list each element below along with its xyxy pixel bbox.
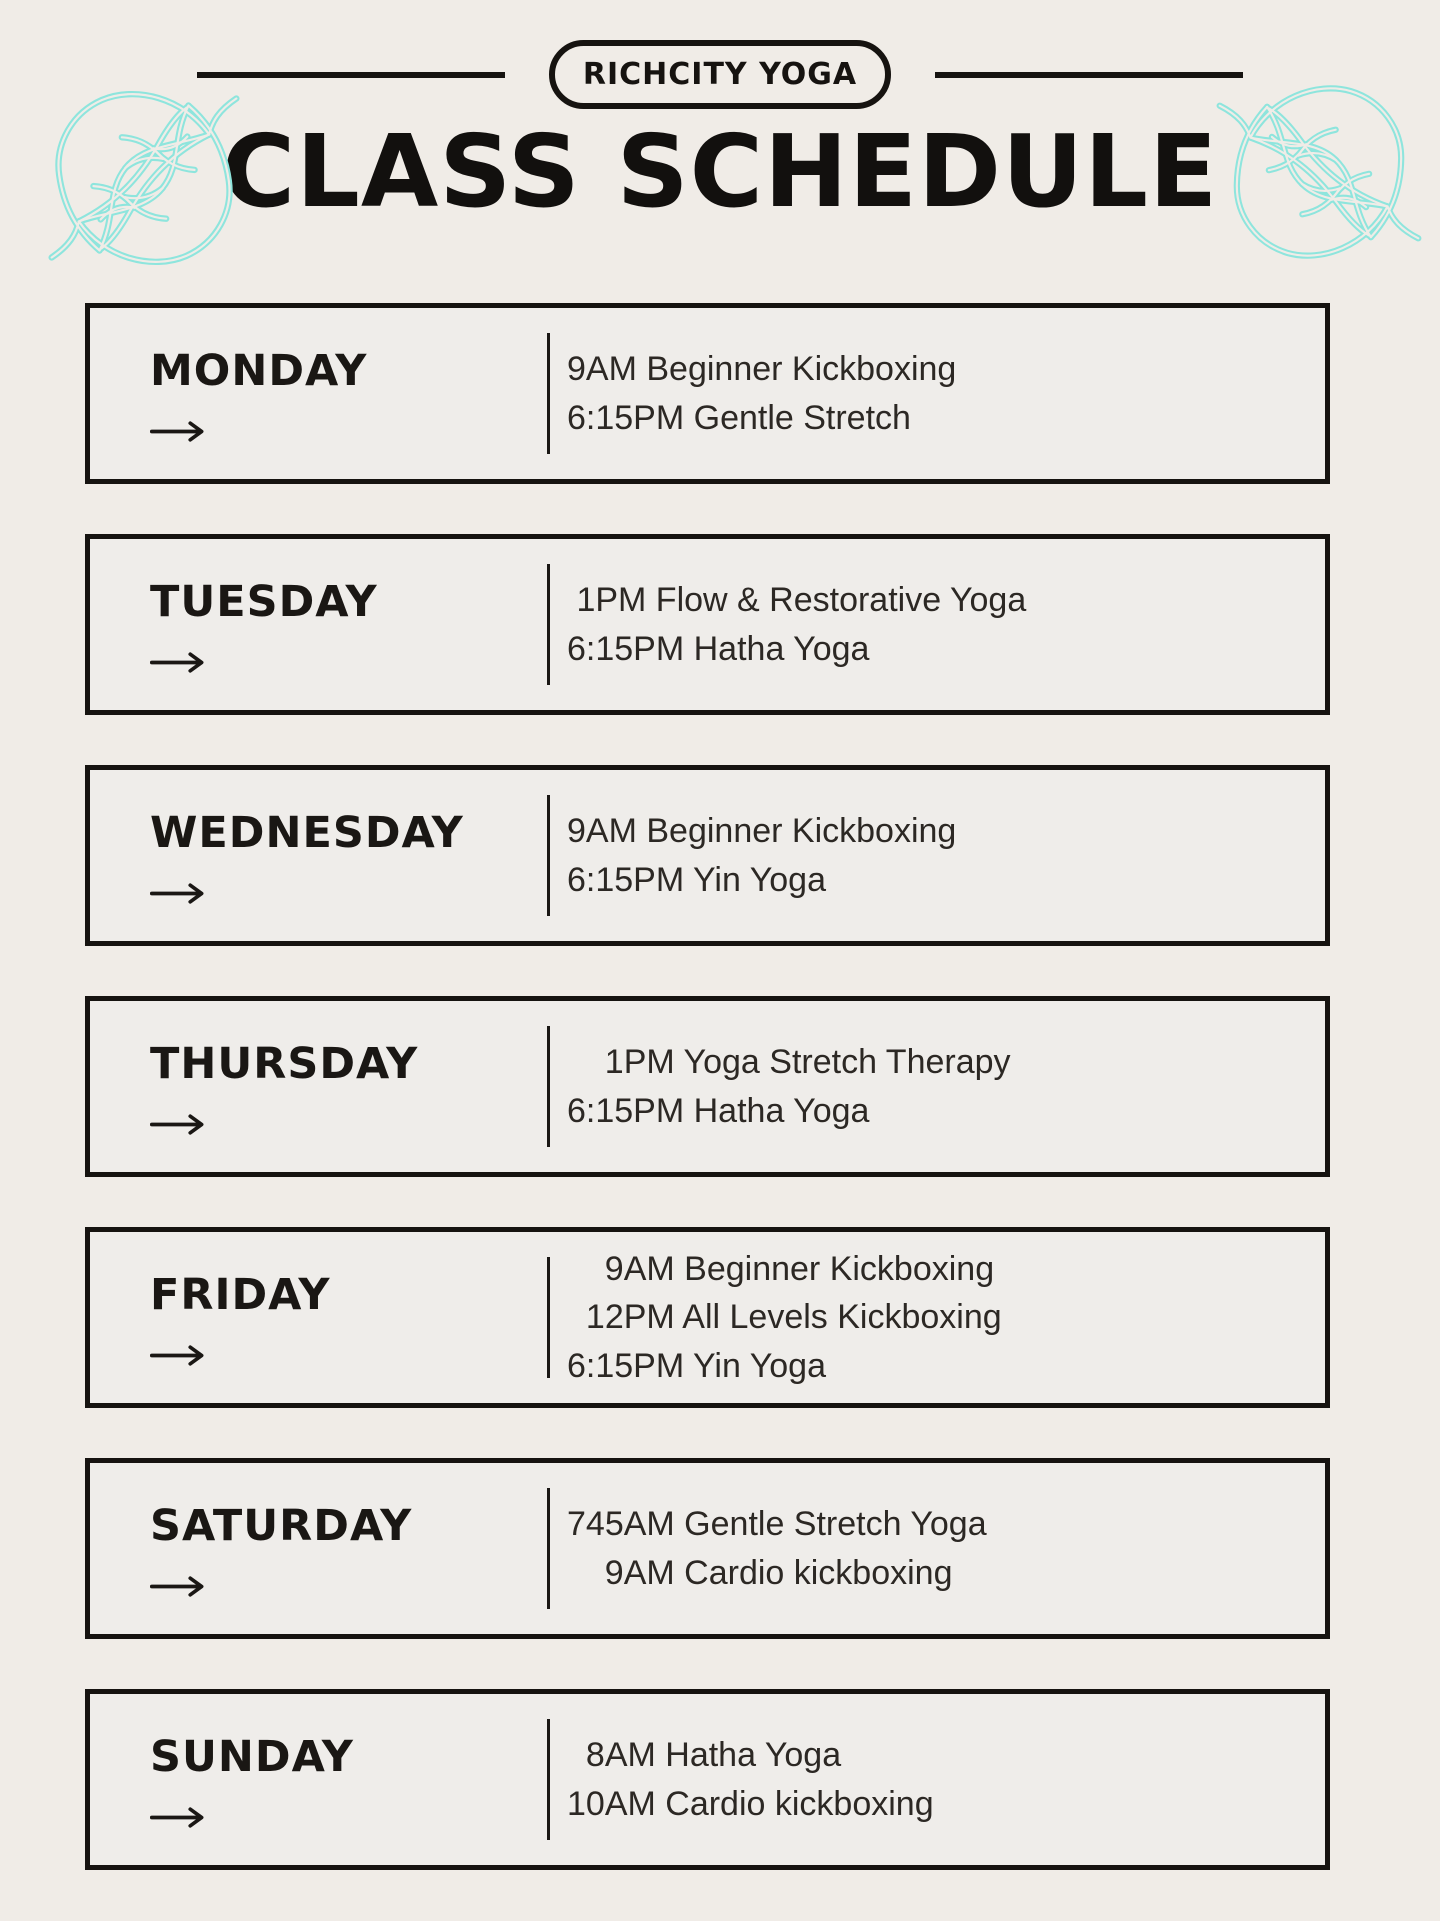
leaf-motif-icon bbox=[17, 72, 271, 284]
class-list bbox=[550, 539, 1325, 710]
class-list bbox=[550, 1232, 1325, 1403]
schedule-list bbox=[0, 303, 1440, 1870]
class-list bbox=[550, 1694, 1325, 1865]
schedule-row-monday bbox=[85, 303, 1330, 484]
class-time-entry: 6:15PM Gentle Stretch bbox=[567, 398, 911, 437]
class-time-entry: 9AM Beginner Kickboxing bbox=[567, 812, 957, 851]
class-time-entry: 1PM Flow & Restorative Yoga bbox=[567, 581, 1027, 620]
day-label: THURSDAY bbox=[150, 1039, 419, 1089]
class-time-entry: 6:15PM Hatha Yoga bbox=[567, 629, 870, 668]
class-time-entry: 745AM Gentle Stretch Yoga bbox=[567, 1505, 987, 1544]
class-time-entry: 9AM Cardio kickboxing bbox=[567, 1553, 953, 1592]
day-label: SATURDAY bbox=[150, 1501, 413, 1551]
class-time-entry: 9AM Beginner Kickboxing bbox=[567, 350, 957, 389]
arrow-right-icon bbox=[150, 1112, 206, 1137]
class-list bbox=[550, 1463, 1325, 1634]
day-column bbox=[90, 1463, 547, 1634]
arrow-right-icon bbox=[150, 1343, 206, 1368]
arrow-right-icon bbox=[150, 1805, 206, 1830]
schedule-row-wednesday bbox=[85, 765, 1330, 946]
day-column bbox=[90, 1694, 547, 1865]
day-label: MONDAY bbox=[150, 346, 368, 396]
schedule-row-sunday bbox=[85, 1689, 1330, 1870]
class-time-entry: 1PM Yoga Stretch Therapy bbox=[567, 1043, 1011, 1082]
schedule-row-friday bbox=[85, 1227, 1330, 1408]
arrow-right-icon bbox=[150, 1574, 206, 1599]
day-column bbox=[90, 539, 547, 710]
day-column bbox=[90, 1001, 547, 1172]
class-time-entry: 6:15PM Hatha Yoga bbox=[567, 1091, 870, 1130]
class-time-entry: 8AM Hatha Yoga bbox=[567, 1736, 842, 1775]
right-rule bbox=[935, 72, 1243, 78]
arrow-right-icon bbox=[150, 650, 206, 675]
day-label: TUESDAY bbox=[150, 577, 378, 627]
class-time-entry: 6:15PM Yin Yoga bbox=[567, 860, 827, 899]
class-list bbox=[550, 770, 1325, 941]
leaf-motif-icon bbox=[1209, 67, 1428, 277]
day-column bbox=[90, 1232, 547, 1403]
brand-badge: RICHCITY YOGA bbox=[549, 40, 891, 109]
class-time-entry: 6:15PM Yin Yoga bbox=[567, 1346, 827, 1385]
class-time-entry: 9AM Beginner Kickboxing bbox=[567, 1250, 995, 1289]
class-list bbox=[550, 1001, 1325, 1172]
schedule-row-tuesday bbox=[85, 534, 1330, 715]
schedule-row-saturday bbox=[85, 1458, 1330, 1639]
day-label: FRIDAY bbox=[150, 1270, 331, 1320]
arrow-right-icon bbox=[150, 881, 206, 906]
arrow-right-icon bbox=[150, 419, 206, 444]
day-label: WEDNESDAY bbox=[150, 808, 464, 858]
day-column bbox=[90, 308, 547, 479]
class-time-entry: 10AM Cardio kickboxing bbox=[567, 1784, 934, 1823]
page-title: CLASS SCHEDULE bbox=[221, 113, 1219, 230]
class-list bbox=[550, 308, 1325, 479]
day-label: SUNDAY bbox=[150, 1732, 354, 1782]
day-column bbox=[90, 770, 547, 941]
class-time-entry: 12PM All Levels Kickboxing bbox=[567, 1298, 1002, 1337]
schedule-row-thursday bbox=[85, 996, 1330, 1177]
